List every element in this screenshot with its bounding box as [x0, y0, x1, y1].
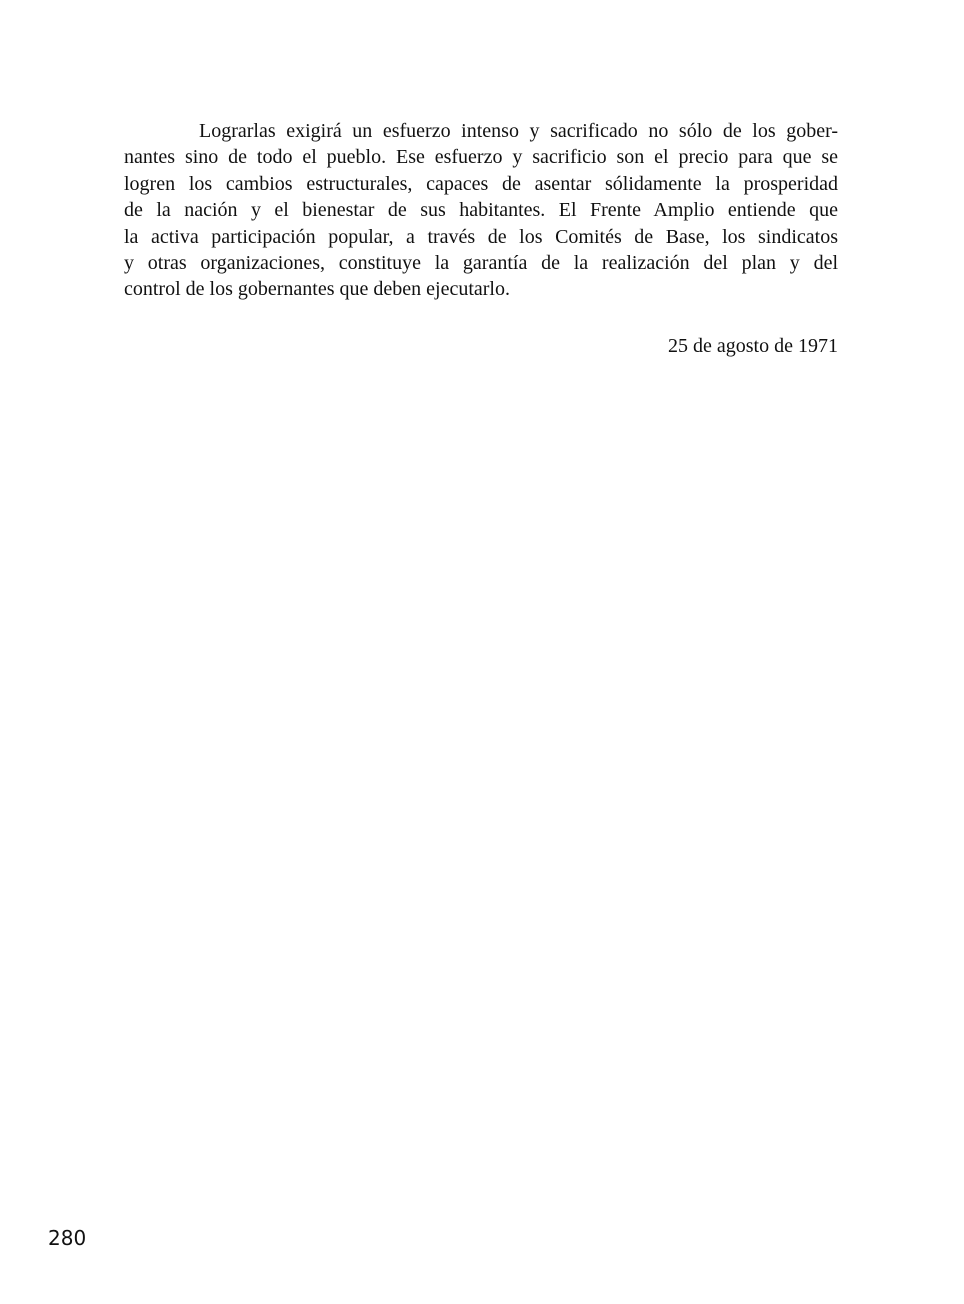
body-paragraph [124, 118, 838, 303]
paragraph-line: la activa participación popular, a través de los Comités de Base, los sindicatos [124, 225, 838, 248]
paragraph-line: de la nación y el bienestar de sus habitantes. El Frente Amplio entiende que [124, 199, 838, 222]
paragraph-line: Lograrlas exigirá un esfuerzo intenso y sacrificado no sólo de los gober- [199, 120, 838, 142]
document-date: 25 de agosto de 1971 [668, 335, 838, 357]
page-number: 280 [48, 1226, 87, 1250]
paragraph-line: logren los cambios estructurales, capaces de asentar sólidamente la prosperidad [124, 172, 838, 195]
paragraph-line: nantes sino de todo el pueblo. Ese esfuerzo y sacrificio son el precio para que se [124, 146, 838, 169]
paragraph-line: control de los gobernantes que deben ejecutarlo. [124, 278, 510, 301]
paragraph-line: y otras organizaciones, constituye la garantía de la realización del plan y del [124, 251, 838, 274]
